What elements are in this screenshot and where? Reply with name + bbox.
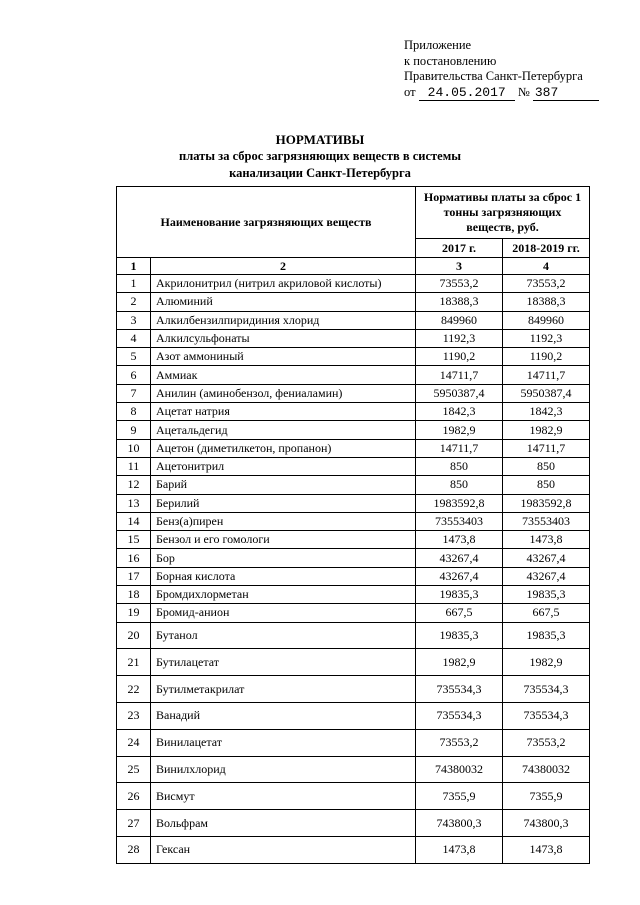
value-2018-2019: 14711,7 xyxy=(503,366,590,384)
value-2017: 1982,9 xyxy=(416,421,503,439)
appendix-block xyxy=(404,38,599,101)
value-2017: 1982,9 xyxy=(416,649,503,676)
value-2018-2019: 1842,3 xyxy=(503,403,590,421)
row-number: 15 xyxy=(117,531,151,549)
table-row xyxy=(117,649,590,676)
row-number: 11 xyxy=(117,457,151,475)
row-number: 14 xyxy=(117,512,151,530)
row-number: 1 xyxy=(117,275,151,293)
table-row xyxy=(117,756,590,783)
value-2018-2019: 735534,3 xyxy=(503,703,590,730)
row-number: 28 xyxy=(117,837,151,864)
value-2018-2019: 7355,9 xyxy=(503,783,590,810)
substance-name: Ацетат натрия xyxy=(151,403,416,421)
table-row xyxy=(117,512,590,530)
value-2018-2019: 1982,9 xyxy=(503,421,590,439)
substance-name: Бутанол xyxy=(151,622,416,649)
value-2017: 14711,7 xyxy=(416,439,503,457)
value-2017: 73553403 xyxy=(416,512,503,530)
table-row xyxy=(117,421,590,439)
row-number: 25 xyxy=(117,756,151,783)
substance-name: Акрилонитрил (нитрил акриловой кислоты) xyxy=(151,275,416,293)
substance-name: Ацетон (диметилкетон, пропанон) xyxy=(151,439,416,457)
value-2018-2019: 1983592,8 xyxy=(503,494,590,512)
table-row xyxy=(117,703,590,730)
value-2018-2019: 1473,8 xyxy=(503,531,590,549)
table-row xyxy=(117,275,590,293)
value-2018-2019: 43267,4 xyxy=(503,549,590,567)
from-label: от xyxy=(404,84,416,99)
substance-name: Бенз(а)пирен xyxy=(151,512,416,530)
value-2018-2019: 850 xyxy=(503,457,590,475)
header-substance-name: Наименование загрязняющих веществ xyxy=(117,187,416,258)
value-2017: 735534,3 xyxy=(416,703,503,730)
row-number: 21 xyxy=(117,649,151,676)
value-2017: 1842,3 xyxy=(416,403,503,421)
row-number: 17 xyxy=(117,567,151,585)
index-cell: 1 xyxy=(117,258,151,275)
value-2018-2019: 735534,3 xyxy=(503,676,590,703)
substance-name: Бромдихлорметан xyxy=(151,586,416,604)
value-2018-2019: 73553403 xyxy=(503,512,590,530)
value-2017: 1473,8 xyxy=(416,531,503,549)
substance-name: Алкилбензилпиридиния хлорид xyxy=(151,311,416,329)
row-number: 5 xyxy=(117,348,151,366)
value-2017: 1983592,8 xyxy=(416,494,503,512)
header-year-2017: 2017 г. xyxy=(416,239,503,258)
table-row xyxy=(117,531,590,549)
table-row xyxy=(117,366,590,384)
substance-name: Винилацетат xyxy=(151,729,416,756)
table-row xyxy=(117,384,590,402)
table-row xyxy=(117,439,590,457)
column-index-row xyxy=(117,258,590,275)
value-2017: 850 xyxy=(416,476,503,494)
row-number: 12 xyxy=(117,476,151,494)
row-number: 16 xyxy=(117,549,151,567)
title-sub-1: платы за сброс загрязняющих веществ в системы xyxy=(179,149,461,163)
row-number: 20 xyxy=(117,622,151,649)
substance-name: Анилин (аминобензол, фениаламин) xyxy=(151,384,416,402)
row-number: 3 xyxy=(117,311,151,329)
table-row xyxy=(117,604,590,622)
substance-name: Ванадий xyxy=(151,703,416,730)
substance-name: Ацетальдегид xyxy=(151,421,416,439)
row-number: 24 xyxy=(117,729,151,756)
value-2017: 7355,9 xyxy=(416,783,503,810)
table-row xyxy=(117,293,590,311)
table-row xyxy=(117,837,590,864)
value-2017: 850 xyxy=(416,457,503,475)
document-title xyxy=(0,131,640,182)
substance-name: Барий xyxy=(151,476,416,494)
value-2018-2019: 14711,7 xyxy=(503,439,590,457)
resolution-number: 387 xyxy=(533,85,599,102)
row-number: 6 xyxy=(117,366,151,384)
appendix-line-2: к постановлению xyxy=(404,53,497,68)
value-2018-2019: 19835,3 xyxy=(503,622,590,649)
row-number: 2 xyxy=(117,293,151,311)
substance-name: Бутилметакрилат xyxy=(151,676,416,703)
row-number: 23 xyxy=(117,703,151,730)
number-label: № xyxy=(517,84,530,99)
appendix-date-line xyxy=(404,85,599,102)
index-cell: 4 xyxy=(503,258,590,275)
value-2018-2019: 43267,4 xyxy=(503,567,590,585)
value-2017: 5950387,4 xyxy=(416,384,503,402)
table-row xyxy=(117,329,590,347)
index-cell: 2 xyxy=(151,258,416,275)
table-row xyxy=(117,729,590,756)
value-2018-2019: 1192,3 xyxy=(503,329,590,347)
title-main: НОРМАТИВЫ xyxy=(275,132,365,147)
row-number: 7 xyxy=(117,384,151,402)
value-2017: 1473,8 xyxy=(416,837,503,864)
row-number: 27 xyxy=(117,810,151,837)
value-2018-2019: 5950387,4 xyxy=(503,384,590,402)
substance-name: Берилий xyxy=(151,494,416,512)
substance-name: Гексан xyxy=(151,837,416,864)
value-2017: 667,5 xyxy=(416,604,503,622)
value-2017: 19835,3 xyxy=(416,586,503,604)
value-2018-2019: 667,5 xyxy=(503,604,590,622)
row-number: 18 xyxy=(117,586,151,604)
substance-name: Вольфрам xyxy=(151,810,416,837)
table-row xyxy=(117,586,590,604)
table-row xyxy=(117,622,590,649)
value-2018-2019: 73553,2 xyxy=(503,729,590,756)
table-row xyxy=(117,311,590,329)
table-row xyxy=(117,567,590,585)
substance-name: Алюминий xyxy=(151,293,416,311)
value-2018-2019: 18388,3 xyxy=(503,293,590,311)
value-2018-2019: 74380032 xyxy=(503,756,590,783)
resolution-date: 24.05.2017 xyxy=(419,85,515,102)
value-2018-2019: 849960 xyxy=(503,311,590,329)
title-sub-2: канализации Санкт-Петербурга xyxy=(229,166,411,180)
value-2017: 1190,2 xyxy=(416,348,503,366)
substance-name: Алкилсульфонаты xyxy=(151,329,416,347)
value-2018-2019: 1982,9 xyxy=(503,649,590,676)
header-norms: Нормативы платы за сброс 1 тонны загрязняющих веществ, руб. xyxy=(416,187,590,239)
substance-name: Азот аммониный xyxy=(151,348,416,366)
value-2017: 743800,3 xyxy=(416,810,503,837)
table-row xyxy=(117,494,590,512)
table-row xyxy=(117,783,590,810)
index-cell: 3 xyxy=(416,258,503,275)
value-2017: 849960 xyxy=(416,311,503,329)
table-row xyxy=(117,348,590,366)
row-number: 10 xyxy=(117,439,151,457)
value-2018-2019: 743800,3 xyxy=(503,810,590,837)
substance-name: Борная кислота xyxy=(151,567,416,585)
value-2017: 43267,4 xyxy=(416,549,503,567)
value-2017: 1192,3 xyxy=(416,329,503,347)
table-row xyxy=(117,676,590,703)
value-2018-2019: 73553,2 xyxy=(503,275,590,293)
substance-name: Ацетонитрил xyxy=(151,457,416,475)
row-number: 13 xyxy=(117,494,151,512)
table-row xyxy=(117,403,590,421)
table-row xyxy=(117,810,590,837)
value-2018-2019: 19835,3 xyxy=(503,586,590,604)
substance-name: Бензол и его гомологи xyxy=(151,531,416,549)
value-2017: 18388,3 xyxy=(416,293,503,311)
appendix-line-3: Правительства Санкт-Петербурга xyxy=(404,69,583,83)
row-number: 19 xyxy=(117,604,151,622)
row-number: 26 xyxy=(117,783,151,810)
substance-name: Аммиак xyxy=(151,366,416,384)
appendix-line-1: Приложение xyxy=(404,38,472,52)
substance-name: Бромид-анион xyxy=(151,604,416,622)
table-row xyxy=(117,457,590,475)
value-2018-2019: 850 xyxy=(503,476,590,494)
value-2017: 73553,2 xyxy=(416,275,503,293)
substance-name: Висмут xyxy=(151,783,416,810)
norms-table xyxy=(116,186,590,864)
value-2017: 74380032 xyxy=(416,756,503,783)
value-2017: 14711,7 xyxy=(416,366,503,384)
row-number: 4 xyxy=(117,329,151,347)
table-row xyxy=(117,476,590,494)
row-number: 8 xyxy=(117,403,151,421)
substance-name: Винилхлорид xyxy=(151,756,416,783)
value-2017: 73553,2 xyxy=(416,729,503,756)
header-year-2018-2019: 2018-2019 гг. xyxy=(503,239,590,258)
value-2018-2019: 1473,8 xyxy=(503,837,590,864)
row-number: 9 xyxy=(117,421,151,439)
table-row xyxy=(117,549,590,567)
value-2017: 43267,4 xyxy=(416,567,503,585)
row-number: 22 xyxy=(117,676,151,703)
substance-name: Бор xyxy=(151,549,416,567)
value-2018-2019: 1190,2 xyxy=(503,348,590,366)
substance-name: Бутилацетат xyxy=(151,649,416,676)
value-2017: 19835,3 xyxy=(416,622,503,649)
value-2017: 735534,3 xyxy=(416,676,503,703)
